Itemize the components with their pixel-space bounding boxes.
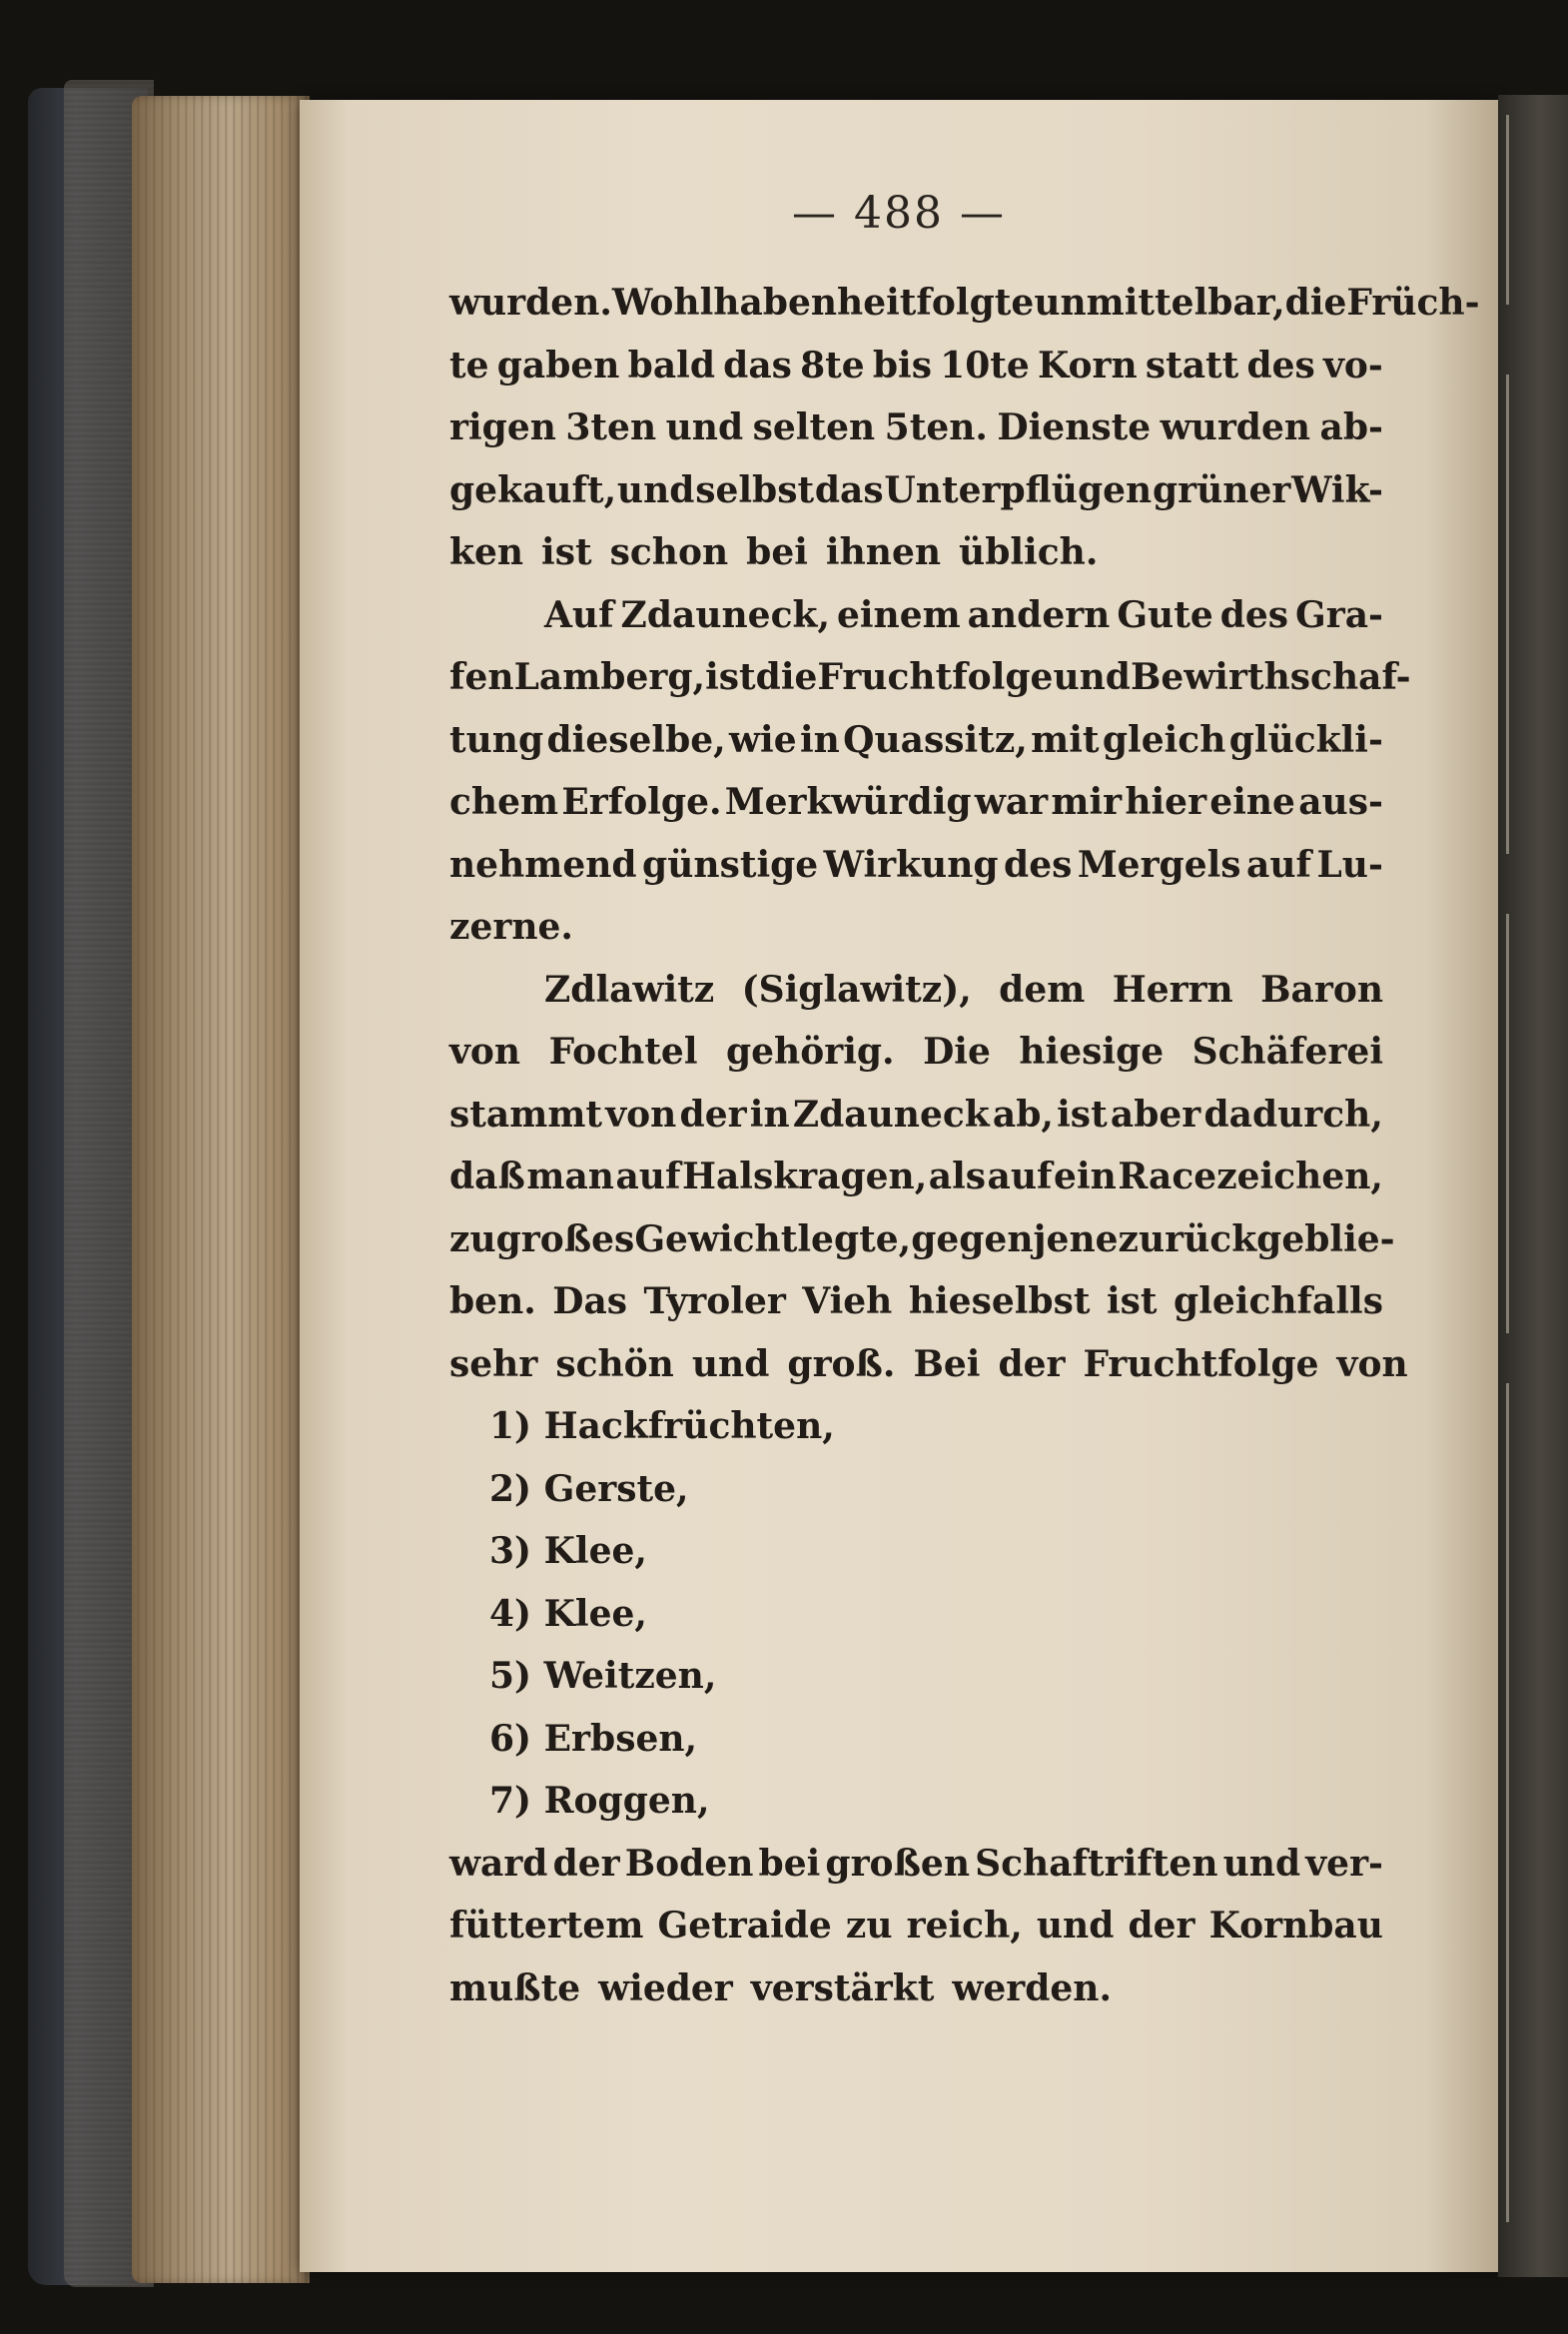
paragraph-line: daß man auf Halskragen, als auf ein Racezeichen, <box>449 1156 1383 1197</box>
crop-rotation-item: 2) Gerste, <box>489 1467 689 1510</box>
paragraph-line: ward der Boden bei großen Schaftriften und ver- <box>449 1842 1383 1885</box>
paragraph-line: chem Erfolge. Merkwürdig war mir hier eine aus- <box>449 781 1383 823</box>
paragraph-line: zu großes Gewicht legte, gegen jene zurückgeblie- <box>449 1217 1395 1260</box>
paragraph-line: ben. Das Tyroler Vieh hieselbst ist gleichfalls <box>449 1280 1383 1322</box>
facing-page-edge <box>1498 95 1568 2277</box>
paragraph-line: mußte wieder verstärkt werden. <box>449 1966 1112 2009</box>
crop-rotation-item: 6) Erbsen, <box>489 1717 698 1760</box>
paragraph-line: rigen 3ten und selten 5ten. Dienste wurden ab- <box>449 406 1383 448</box>
crop-rotation-item: 5) Weitzen, <box>489 1655 717 1697</box>
crop-rotation-item: 3) Klee, <box>489 1530 647 1572</box>
paragraph-line: zerne. <box>449 906 573 948</box>
paragraph-line: wurden. Wohlhabenheit folgte unmittelbar, die Früch- <box>449 282 1480 324</box>
crop-rotation-item: 1) Hackfrüchten, <box>489 1405 835 1447</box>
page-edges <box>132 96 310 2283</box>
paragraph-line: von Fochtel gehörig. Die hiesige Schäferei <box>449 1031 1383 1073</box>
paragraph-line: Zdlawitz (Siglawitz), dem Herrn Baron <box>544 968 1383 1011</box>
page-number: — 488 — <box>792 188 1006 239</box>
paragraph-line: te gaben bald das 8te bis 10te Korn statt des vo- <box>449 344 1383 387</box>
paragraph-line: ken ist schon bei ihnen üblich. <box>449 531 1099 573</box>
paragraph-line: gekauft, und selbst das Unterpflügen grüner Wik- <box>449 468 1383 511</box>
paragraph-line: füttertem Getraide zu reich, und der Kornbau <box>449 1905 1383 1946</box>
book-page <box>300 100 1498 2272</box>
paragraph-line: sehr schön und groß. Bei der Fruchtfolge von <box>449 1342 1408 1385</box>
paragraph-line: stammt von der in Zdauneck ab, ist aber dadurch, <box>449 1093 1383 1136</box>
paragraph-line: fen Lamberg, ist die Fruchtfolge und Bewirthschaf- <box>449 656 1411 698</box>
crop-rotation-item: 7) Roggen, <box>489 1780 710 1822</box>
page-text <box>449 272 1480 2019</box>
crop-rotation-item: 4) Klee, <box>489 1592 647 1635</box>
paragraph-line: tung dieselbe, wie in Quassitz, mit gleich glückli- <box>449 718 1383 761</box>
paragraph-line: nehmend günstige Wirkung des Mergels auf Lu- <box>449 843 1383 886</box>
paragraph-line: Auf Zdauneck, einem andern Gute des Gra- <box>544 593 1383 636</box>
